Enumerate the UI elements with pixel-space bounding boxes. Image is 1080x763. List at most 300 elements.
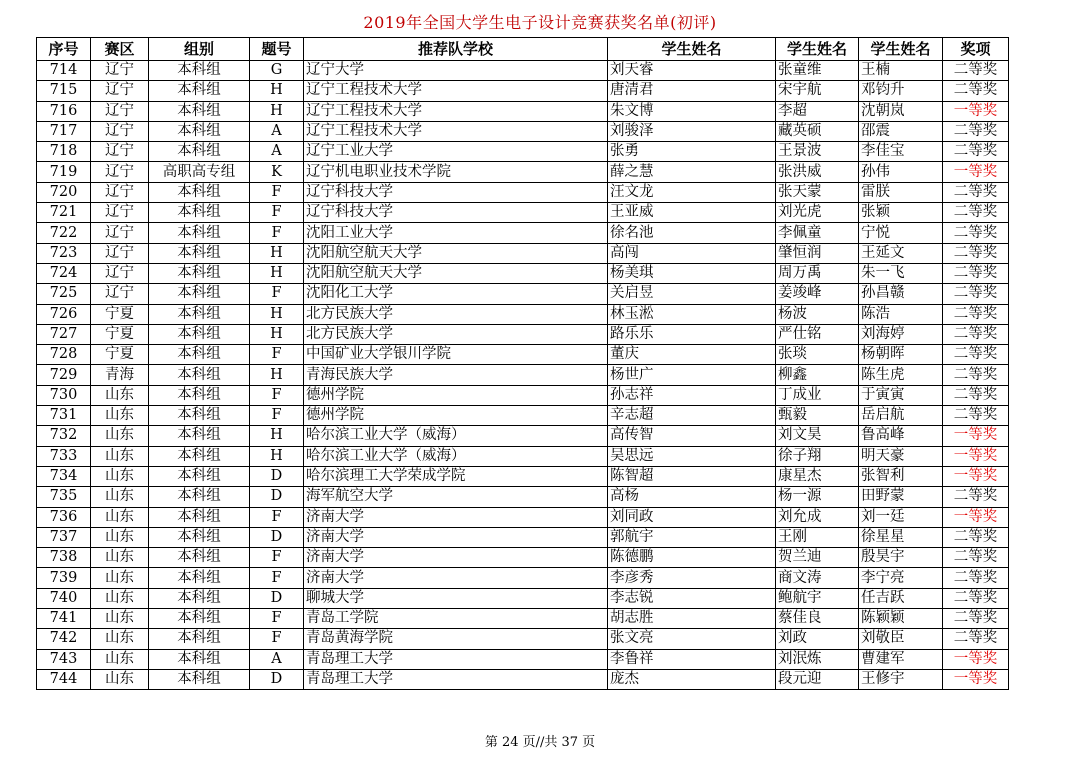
cell-no: 742	[37, 629, 91, 649]
cell-student-1: 朱文博	[608, 101, 776, 121]
cell-no: 744	[37, 669, 91, 689]
header-student-2: 学生姓名	[776, 38, 859, 61]
cell-school: 北方民族大学	[304, 304, 608, 324]
table-row	[37, 243, 1009, 263]
cell-student-3: 张颖	[859, 203, 943, 223]
cell-school: 沈阳工业大学	[304, 223, 608, 243]
table-row	[37, 365, 1009, 385]
table-row	[37, 345, 1009, 365]
cell-award: 二等奖	[943, 284, 1009, 304]
cell-school: 济南大学	[304, 527, 608, 547]
cell-student-3: 李佳宝	[859, 142, 943, 162]
cell-topic: H	[250, 446, 304, 466]
cell-no: 735	[37, 487, 91, 507]
header-region: 赛区	[91, 38, 149, 61]
cell-student-2: 鲍航宇	[776, 588, 859, 608]
cell-group: 本科组	[149, 426, 250, 446]
cell-group: 本科组	[149, 466, 250, 486]
cell-student-1: 辛志超	[608, 406, 776, 426]
cell-no: 729	[37, 365, 91, 385]
cell-award: 二等奖	[943, 243, 1009, 263]
cell-no: 737	[37, 527, 91, 547]
table-row	[37, 669, 1009, 689]
cell-topic: F	[250, 223, 304, 243]
cell-school: 辽宁机电职业技术学院	[304, 162, 608, 182]
cell-student-2: 张琰	[776, 345, 859, 365]
cell-topic: A	[250, 649, 304, 669]
table-row	[37, 406, 1009, 426]
table-body	[37, 61, 1009, 690]
cell-topic: F	[250, 568, 304, 588]
cell-no: 741	[37, 609, 91, 629]
cell-award: 二等奖	[943, 142, 1009, 162]
cell-topic: F	[250, 406, 304, 426]
table-row	[37, 162, 1009, 182]
cell-student-3: 刘敬臣	[859, 629, 943, 649]
cell-student-3: 邵震	[859, 121, 943, 141]
cell-no: 736	[37, 507, 91, 527]
header-award: 奖项	[943, 38, 1009, 61]
cell-student-1: 杨美琪	[608, 263, 776, 283]
cell-student-3: 于寅寅	[859, 385, 943, 405]
cell-student-1: 徐名池	[608, 223, 776, 243]
cell-school: 沈阳化工大学	[304, 284, 608, 304]
header-group: 组别	[149, 38, 250, 61]
table-row	[37, 426, 1009, 446]
cell-topic: D	[250, 466, 304, 486]
cell-student-1: 刘同政	[608, 507, 776, 527]
cell-no: 725	[37, 284, 91, 304]
cell-school: 海军航空大学	[304, 487, 608, 507]
cell-school: 辽宁工业大学	[304, 142, 608, 162]
cell-topic: F	[250, 203, 304, 223]
cell-region: 辽宁	[91, 61, 149, 81]
cell-region: 辽宁	[91, 223, 149, 243]
cell-region: 山东	[91, 527, 149, 547]
cell-region: 辽宁	[91, 81, 149, 101]
cell-school: 济南大学	[304, 568, 608, 588]
cell-group: 本科组	[149, 203, 250, 223]
cell-group: 本科组	[149, 182, 250, 202]
cell-student-3: 明天豪	[859, 446, 943, 466]
table-row	[37, 324, 1009, 344]
cell-award: 二等奖	[943, 203, 1009, 223]
cell-school: 辽宁科技大学	[304, 182, 608, 202]
cell-student-3: 孙伟	[859, 162, 943, 182]
table-row	[37, 548, 1009, 568]
cell-student-2: 柳鑫	[776, 365, 859, 385]
cell-region: 辽宁	[91, 284, 149, 304]
cell-student-1: 张勇	[608, 142, 776, 162]
cell-school: 济南大学	[304, 548, 608, 568]
cell-topic: H	[250, 263, 304, 283]
cell-award: 二等奖	[943, 588, 1009, 608]
cell-school: 青岛理工大学	[304, 649, 608, 669]
cell-region: 辽宁	[91, 182, 149, 202]
cell-group: 本科组	[149, 121, 250, 141]
cell-group: 本科组	[149, 487, 250, 507]
cell-group: 本科组	[149, 649, 250, 669]
table-row	[37, 609, 1009, 629]
cell-award: 二等奖	[943, 81, 1009, 101]
cell-group: 本科组	[149, 669, 250, 689]
cell-topic: H	[250, 365, 304, 385]
cell-school: 辽宁工程技术大学	[304, 81, 608, 101]
cell-topic: F	[250, 345, 304, 365]
cell-student-3: 王楠	[859, 61, 943, 81]
cell-student-1: 薛之慧	[608, 162, 776, 182]
header-topic: 题号	[250, 38, 304, 61]
table-row	[37, 263, 1009, 283]
header-student-3: 学生姓名	[859, 38, 943, 61]
cell-region: 山东	[91, 548, 149, 568]
cell-school: 辽宁工程技术大学	[304, 121, 608, 141]
cell-no: 722	[37, 223, 91, 243]
cell-student-2: 刘文昊	[776, 426, 859, 446]
cell-student-3: 殷昊宇	[859, 548, 943, 568]
cell-no: 728	[37, 345, 91, 365]
cell-group: 本科组	[149, 223, 250, 243]
cell-student-2: 肇恒润	[776, 243, 859, 263]
cell-student-2: 宋宇航	[776, 81, 859, 101]
cell-award: 二等奖	[943, 568, 1009, 588]
cell-group: 本科组	[149, 142, 250, 162]
cell-group: 本科组	[149, 527, 250, 547]
cell-award: 一等奖	[943, 101, 1009, 121]
cell-student-3: 鲁高峰	[859, 426, 943, 446]
header-student-1: 学生姓名	[608, 38, 776, 61]
cell-student-2: 徐子翔	[776, 446, 859, 466]
cell-award: 二等奖	[943, 345, 1009, 365]
cell-student-3: 岳启航	[859, 406, 943, 426]
cell-student-3: 刘一廷	[859, 507, 943, 527]
cell-group: 本科组	[149, 324, 250, 344]
cell-student-2: 王刚	[776, 527, 859, 547]
cell-region: 山东	[91, 406, 149, 426]
cell-student-3: 宁悦	[859, 223, 943, 243]
cell-topic: F	[250, 284, 304, 304]
cell-topic: G	[250, 61, 304, 81]
cell-student-2: 杨一源	[776, 487, 859, 507]
cell-award: 二等奖	[943, 385, 1009, 405]
cell-award: 二等奖	[943, 304, 1009, 324]
cell-group: 本科组	[149, 304, 250, 324]
cell-student-1: 汪文龙	[608, 182, 776, 202]
cell-topic: D	[250, 588, 304, 608]
cell-topic: A	[250, 142, 304, 162]
cell-school: 哈尔滨理工大学荣成学院	[304, 466, 608, 486]
cell-student-1: 庞杰	[608, 669, 776, 689]
cell-group: 本科组	[149, 365, 250, 385]
table-row	[37, 121, 1009, 141]
cell-award: 二等奖	[943, 609, 1009, 629]
cell-region: 辽宁	[91, 263, 149, 283]
cell-region: 山东	[91, 629, 149, 649]
cell-school: 济南大学	[304, 507, 608, 527]
cell-no: 743	[37, 649, 91, 669]
cell-region: 辽宁	[91, 243, 149, 263]
cell-school: 沈阳航空航天大学	[304, 243, 608, 263]
cell-award: 一等奖	[943, 649, 1009, 669]
cell-student-3: 徐星星	[859, 527, 943, 547]
cell-student-2: 贺兰迪	[776, 548, 859, 568]
table-row	[37, 284, 1009, 304]
cell-no: 720	[37, 182, 91, 202]
cell-school: 青岛黄海学院	[304, 629, 608, 649]
cell-student-2: 甄毅	[776, 406, 859, 426]
cell-student-2: 王景波	[776, 142, 859, 162]
cell-no: 716	[37, 101, 91, 121]
cell-award: 二等奖	[943, 324, 1009, 344]
cell-award: 二等奖	[943, 365, 1009, 385]
cell-school: 青海民族大学	[304, 365, 608, 385]
cell-topic: H	[250, 101, 304, 121]
cell-award: 一等奖	[943, 446, 1009, 466]
cell-student-2: 刘允成	[776, 507, 859, 527]
cell-student-1: 孙志祥	[608, 385, 776, 405]
cell-no: 730	[37, 385, 91, 405]
cell-student-3: 王修宇	[859, 669, 943, 689]
cell-student-1: 杨世广	[608, 365, 776, 385]
cell-region: 辽宁	[91, 162, 149, 182]
cell-group: 本科组	[149, 609, 250, 629]
cell-student-2: 藏英硕	[776, 121, 859, 141]
cell-no: 739	[37, 568, 91, 588]
cell-school: 辽宁科技大学	[304, 203, 608, 223]
cell-student-1: 郭航宇	[608, 527, 776, 547]
cell-group: 本科组	[149, 263, 250, 283]
cell-student-3: 曹建军	[859, 649, 943, 669]
cell-region: 山东	[91, 385, 149, 405]
cell-school: 德州学院	[304, 385, 608, 405]
cell-student-2: 张童维	[776, 61, 859, 81]
cell-student-2: 刘泯炼	[776, 649, 859, 669]
document-title: 2019年全国大学生电子设计竞赛获奖名单(初评)	[363, 13, 717, 32]
cell-topic: K	[250, 162, 304, 182]
cell-region: 辽宁	[91, 203, 149, 223]
cell-topic: D	[250, 487, 304, 507]
cell-region: 山东	[91, 426, 149, 446]
cell-no: 715	[37, 81, 91, 101]
cell-school: 哈尔滨工业大学（威海）	[304, 446, 608, 466]
cell-region: 山东	[91, 649, 149, 669]
cell-student-1: 王亚威	[608, 203, 776, 223]
cell-student-2: 张天蒙	[776, 182, 859, 202]
table-row	[37, 182, 1009, 202]
cell-topic: F	[250, 182, 304, 202]
cell-student-2: 康星杰	[776, 466, 859, 486]
cell-school: 德州学院	[304, 406, 608, 426]
header-no: 序号	[37, 38, 91, 61]
cell-student-2: 丁成业	[776, 385, 859, 405]
cell-topic: F	[250, 385, 304, 405]
cell-group: 本科组	[149, 385, 250, 405]
cell-student-3: 李宁亮	[859, 568, 943, 588]
cell-student-1: 李鲁祥	[608, 649, 776, 669]
cell-school: 聊城大学	[304, 588, 608, 608]
cell-no: 724	[37, 263, 91, 283]
cell-award: 二等奖	[943, 61, 1009, 81]
cell-no: 718	[37, 142, 91, 162]
cell-no: 721	[37, 203, 91, 223]
cell-region: 山东	[91, 609, 149, 629]
cell-group: 本科组	[149, 548, 250, 568]
table-row	[37, 61, 1009, 81]
cell-group: 本科组	[149, 61, 250, 81]
cell-student-2: 杨波	[776, 304, 859, 324]
cell-student-1: 李志锐	[608, 588, 776, 608]
cell-school: 青岛工学院	[304, 609, 608, 629]
cell-region: 山东	[91, 466, 149, 486]
cell-region: 山东	[91, 568, 149, 588]
cell-award: 二等奖	[943, 223, 1009, 243]
cell-group: 本科组	[149, 568, 250, 588]
cell-group: 本科组	[149, 406, 250, 426]
cell-topic: H	[250, 304, 304, 324]
table-row	[37, 446, 1009, 466]
cell-student-1: 高杨	[608, 487, 776, 507]
cell-topic: H	[250, 81, 304, 101]
cell-school: 中国矿业大学银川学院	[304, 345, 608, 365]
cell-student-2: 刘政	[776, 629, 859, 649]
cell-topic: F	[250, 629, 304, 649]
cell-group: 高职高专组	[149, 162, 250, 182]
cell-group: 本科组	[149, 81, 250, 101]
cell-award: 二等奖	[943, 629, 1009, 649]
cell-student-3: 张智利	[859, 466, 943, 486]
table-row	[37, 142, 1009, 162]
cell-region: 宁夏	[91, 345, 149, 365]
page-footer: 第 24 页//共 37 页	[484, 735, 596, 750]
cell-student-2: 李超	[776, 101, 859, 121]
cell-student-3: 朱一飞	[859, 263, 943, 283]
cell-award: 二等奖	[943, 406, 1009, 426]
cell-student-1: 董庆	[608, 345, 776, 365]
cell-student-3: 邓钧升	[859, 81, 943, 101]
cell-topic: A	[250, 121, 304, 141]
cell-student-2: 姜竣峰	[776, 284, 859, 304]
cell-award: 二等奖	[943, 121, 1009, 141]
table-row	[37, 466, 1009, 486]
cell-topic: D	[250, 669, 304, 689]
table-row	[37, 507, 1009, 527]
cell-student-3: 陈浩	[859, 304, 943, 324]
table-row	[37, 203, 1009, 223]
cell-award: 一等奖	[943, 162, 1009, 182]
table-row	[37, 629, 1009, 649]
cell-student-1: 刘天睿	[608, 61, 776, 81]
cell-no: 717	[37, 121, 91, 141]
table-row	[37, 101, 1009, 121]
cell-student-3: 孙昌赣	[859, 284, 943, 304]
cell-region: 宁夏	[91, 304, 149, 324]
cell-group: 本科组	[149, 629, 250, 649]
cell-group: 本科组	[149, 101, 250, 121]
cell-student-3: 陈颖颖	[859, 609, 943, 629]
table-row	[37, 649, 1009, 669]
cell-student-1: 关启昱	[608, 284, 776, 304]
cell-school: 青岛理工大学	[304, 669, 608, 689]
cell-student-1: 李彦秀	[608, 568, 776, 588]
cell-topic: F	[250, 507, 304, 527]
cell-award: 一等奖	[943, 507, 1009, 527]
cell-student-2: 商文涛	[776, 568, 859, 588]
cell-student-3: 田野蒙	[859, 487, 943, 507]
cell-no: 727	[37, 324, 91, 344]
cell-topic: H	[250, 324, 304, 344]
cell-student-1: 陈智超	[608, 466, 776, 486]
cell-award: 一等奖	[943, 466, 1009, 486]
cell-student-1: 高闯	[608, 243, 776, 263]
cell-group: 本科组	[149, 345, 250, 365]
cell-student-3: 沈朝岚	[859, 101, 943, 121]
cell-student-1: 刘骏泽	[608, 121, 776, 141]
cell-award: 一等奖	[943, 426, 1009, 446]
cell-region: 山东	[91, 669, 149, 689]
cell-topic: H	[250, 426, 304, 446]
cell-student-1: 高传智	[608, 426, 776, 446]
cell-group: 本科组	[149, 588, 250, 608]
cell-region: 山东	[91, 487, 149, 507]
cell-topic: H	[250, 243, 304, 263]
cell-student-2: 刘光虎	[776, 203, 859, 223]
cell-student-1: 陈德鹏	[608, 548, 776, 568]
cell-award: 二等奖	[943, 548, 1009, 568]
cell-region: 山东	[91, 446, 149, 466]
table-row	[37, 588, 1009, 608]
cell-student-2: 李佩童	[776, 223, 859, 243]
cell-region: 辽宁	[91, 142, 149, 162]
cell-award: 二等奖	[943, 527, 1009, 547]
cell-student-3: 王延文	[859, 243, 943, 263]
cell-no: 719	[37, 162, 91, 182]
cell-award: 二等奖	[943, 182, 1009, 202]
cell-student-1: 张文亮	[608, 629, 776, 649]
cell-student-3: 陈生虎	[859, 365, 943, 385]
table-row	[37, 568, 1009, 588]
cell-region: 青海	[91, 365, 149, 385]
cell-school: 哈尔滨工业大学（威海）	[304, 426, 608, 446]
cell-school: 辽宁工程技术大学	[304, 101, 608, 121]
cell-no: 733	[37, 446, 91, 466]
cell-student-2: 蔡佳良	[776, 609, 859, 629]
cell-student-3: 杨朝晖	[859, 345, 943, 365]
table-row	[37, 223, 1009, 243]
cell-award: 二等奖	[943, 263, 1009, 283]
cell-student-3: 刘海婷	[859, 324, 943, 344]
cell-school: 辽宁大学	[304, 61, 608, 81]
cell-region: 辽宁	[91, 101, 149, 121]
table-row	[37, 81, 1009, 101]
cell-topic: D	[250, 527, 304, 547]
cell-student-1: 唐清君	[608, 81, 776, 101]
cell-group: 本科组	[149, 446, 250, 466]
cell-student-3: 雷朕	[859, 182, 943, 202]
cell-group: 本科组	[149, 284, 250, 304]
table-row	[37, 304, 1009, 324]
cell-topic: F	[250, 548, 304, 568]
cell-no: 732	[37, 426, 91, 446]
cell-group: 本科组	[149, 243, 250, 263]
cell-school: 沈阳航空航天大学	[304, 263, 608, 283]
cell-student-2: 严仕铭	[776, 324, 859, 344]
cell-no: 731	[37, 406, 91, 426]
cell-school: 北方民族大学	[304, 324, 608, 344]
cell-student-1: 吴思远	[608, 446, 776, 466]
cell-student-1: 林玉淞	[608, 304, 776, 324]
cell-no: 714	[37, 61, 91, 81]
award-table	[36, 37, 1009, 690]
